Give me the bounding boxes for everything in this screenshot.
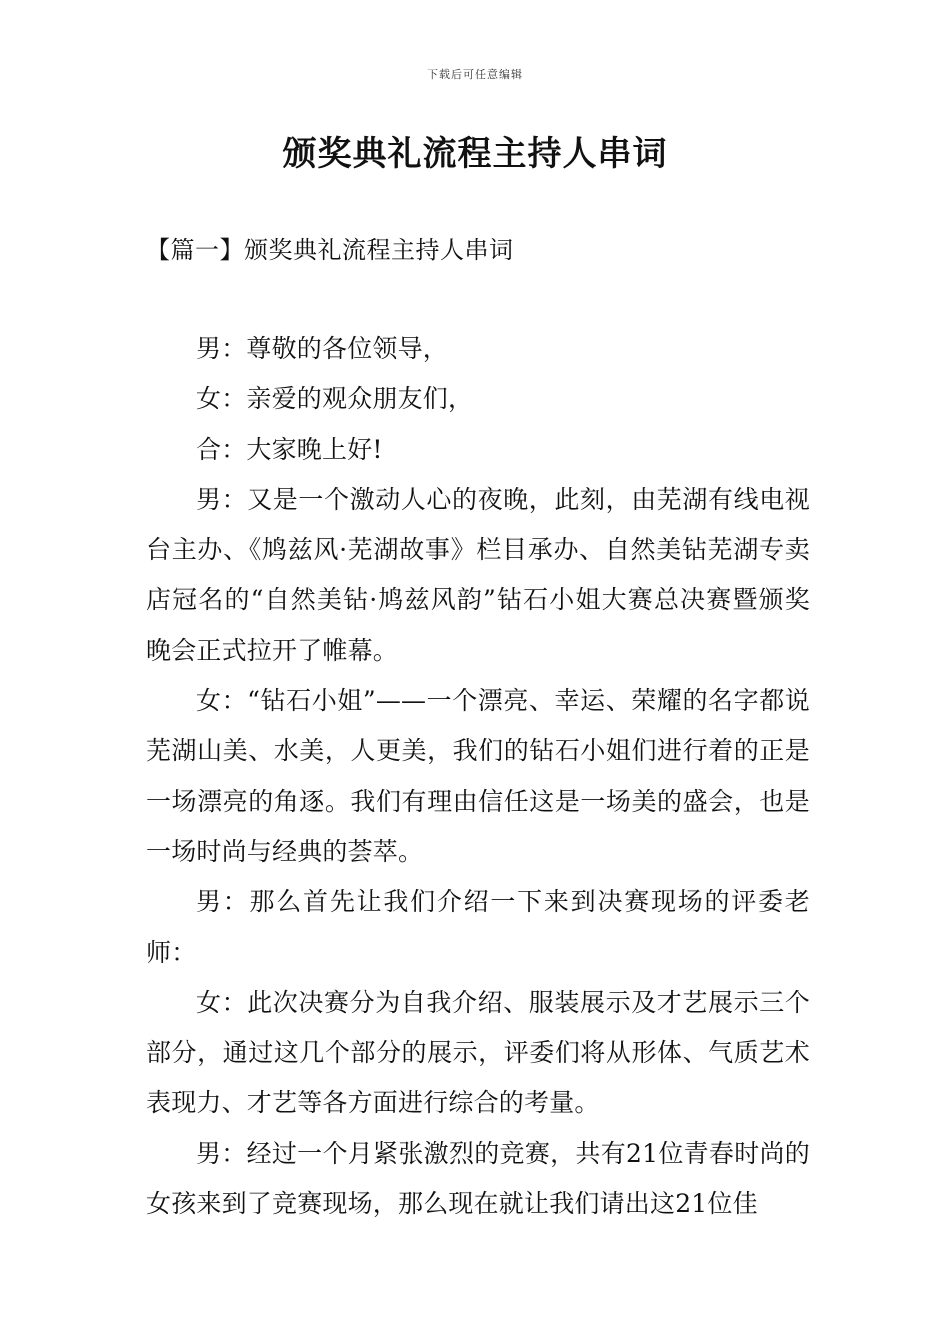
paragraph: 女：亲爱的观众朋友们， <box>196 384 474 414</box>
document-title: 颁奖典礼流程主持人串词 <box>282 134 668 174</box>
paragraph: 男：那么首先让我们介绍一下来到决赛现场的评委老师： <box>146 887 810 967</box>
paragraph: 合：大家晚上好! <box>196 434 383 464</box>
paragraph: 女：此次决赛分为自我介绍、服装展示及才艺展示三个部分，通过这几个部分的展示，评委们将从形体、气质艺术表现力、才艺等各方面进行综合的考量。 <box>146 987 810 1118</box>
document-body <box>146 324 810 1229</box>
paragraph: 男：尊敬的各位领导， <box>196 334 449 363</box>
section-heading: 【篇一】颁奖典礼流程主持人串词 <box>146 236 514 264</box>
paragraph: 男：又是一个激动人心的夜晚，此刻，由芜湖有线电视台主办、《鸠兹风·芜湖故事》栏目承办、自然美钻芜湖专卖店冠名的“自然美钻·鸠兹风韵”钻石小姐大赛总决赛暨颁奖晚会正式拉开了帷幕。 <box>146 484 810 665</box>
header-note: 下载后可任意编辑 <box>427 68 523 81</box>
paragraph: 女：“钻石小姐”——一个漂亮、幸运、荣耀的名字都说芜湖山美、水美，人更美，我们的钻石小姐们进行着的正是一场漂亮的角逐。我们有理由信任这是一场美的盛会，也是一场时尚与经典的荟萃。 <box>146 686 810 866</box>
paragraph: 男：经过一个月紧张激烈的竞赛，共有21位青春时尚的女孩来到了竞赛现场，那么现在就让我们请出这21位佳 <box>146 1138 810 1219</box>
